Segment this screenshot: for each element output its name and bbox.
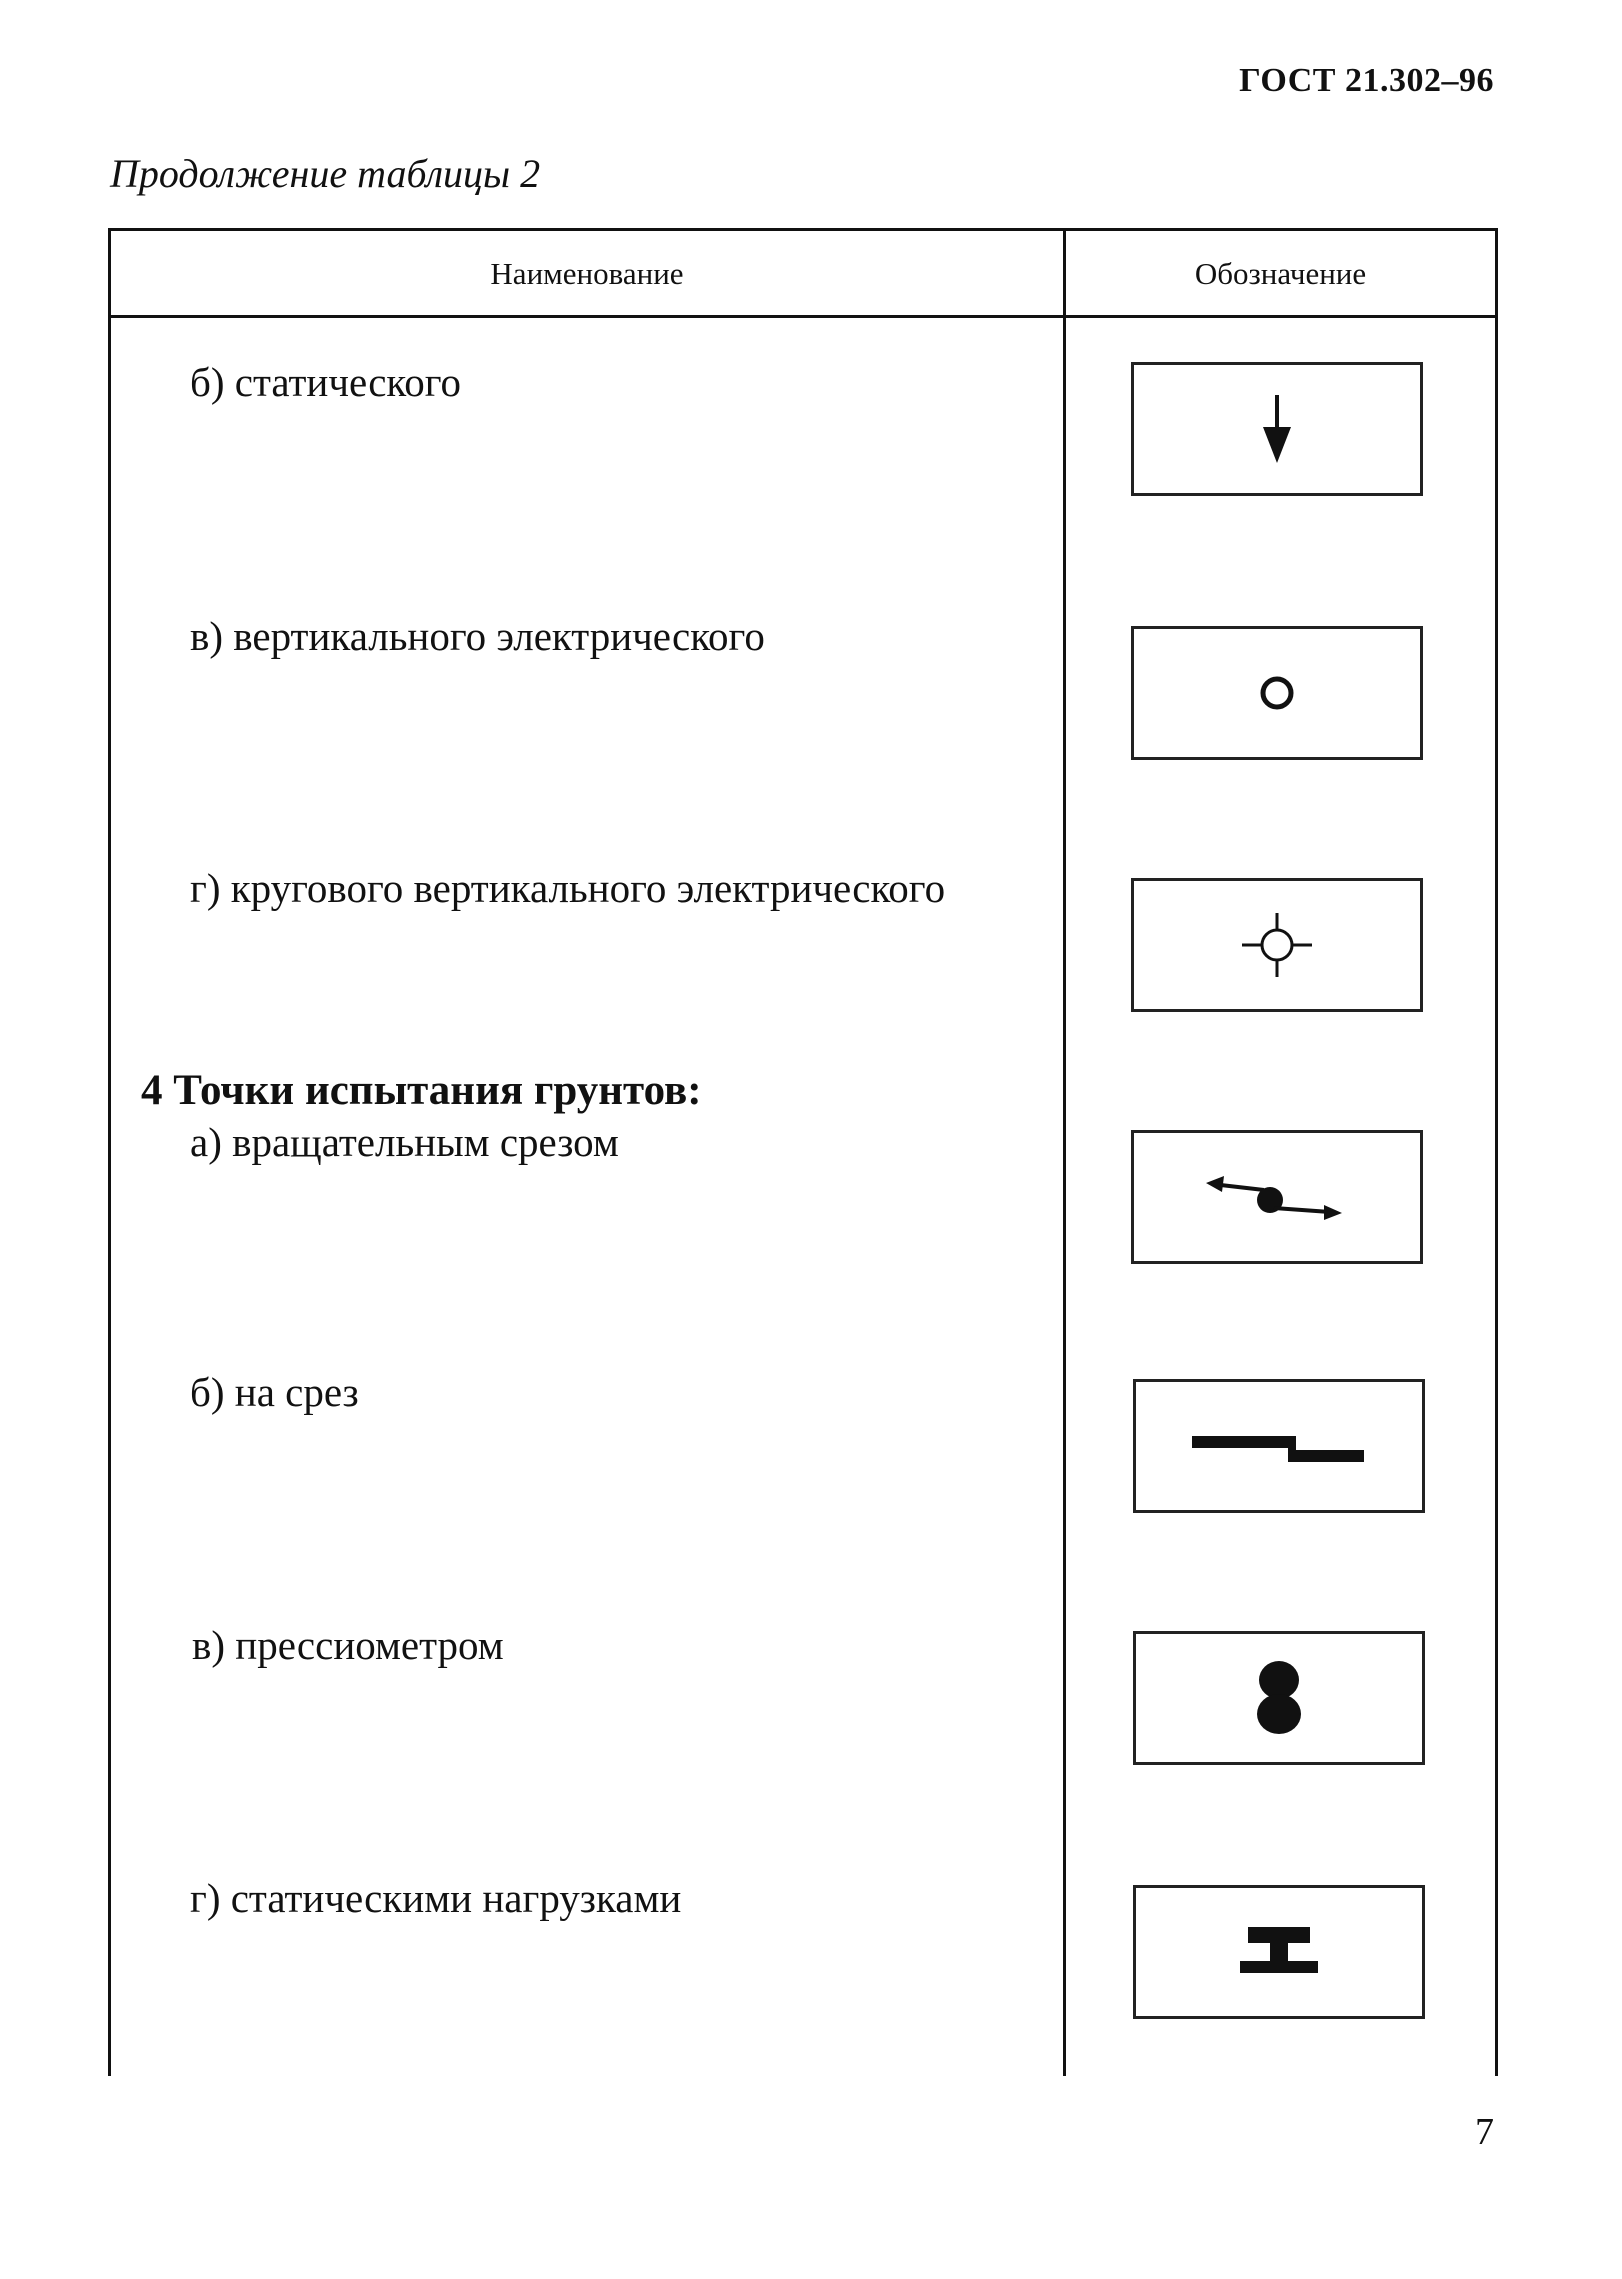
table-row-label: г) статическими нагрузками [190, 1875, 682, 1921]
symbol-cell [1131, 626, 1423, 760]
page-number: 7 [1475, 2111, 1494, 2153]
table-row-label: в) вертикального электрического [190, 613, 765, 659]
table-row-label: г) кругового вертикального электрического [190, 865, 946, 911]
column-header-name: Наименование [490, 255, 684, 291]
table-caption: Продолжение таблицы 2 [110, 151, 541, 196]
arrow-down-icon [1247, 389, 1307, 469]
table-left-border [108, 228, 111, 2076]
column-header-symbol: Обозначение [1194, 255, 1367, 291]
crosshair-circle-icon [1232, 905, 1322, 985]
static-load-icon [1234, 1917, 1324, 1987]
shear-step-icon [1184, 1416, 1374, 1476]
table-row-label: в) прессиометром [192, 1622, 504, 1668]
symbol-cell [1131, 1130, 1423, 1264]
symbol-cell [1131, 362, 1423, 496]
table-row-label: б) статического [190, 359, 462, 405]
symbol-cell [1133, 1379, 1425, 1513]
symbols-table [108, 228, 1498, 2076]
rotational-shear-icon [1202, 1162, 1352, 1232]
symbol-cell [1131, 878, 1423, 1012]
table-row-label: б) на срез [190, 1369, 359, 1415]
pressiometer-icon [1249, 1653, 1309, 1743]
table-column-divider [1063, 228, 1066, 2076]
symbol-cell [1133, 1885, 1425, 2019]
circle-icon [1252, 668, 1302, 718]
table-row-label: а) вращательным срезом [190, 1119, 619, 1165]
section-title: 4 Точки испытания грунтов: [141, 1067, 702, 1114]
document-code: ГОСТ 21.302–96 [1239, 62, 1494, 99]
symbol-cell [1133, 1631, 1425, 1765]
table-right-border [1495, 228, 1498, 2076]
